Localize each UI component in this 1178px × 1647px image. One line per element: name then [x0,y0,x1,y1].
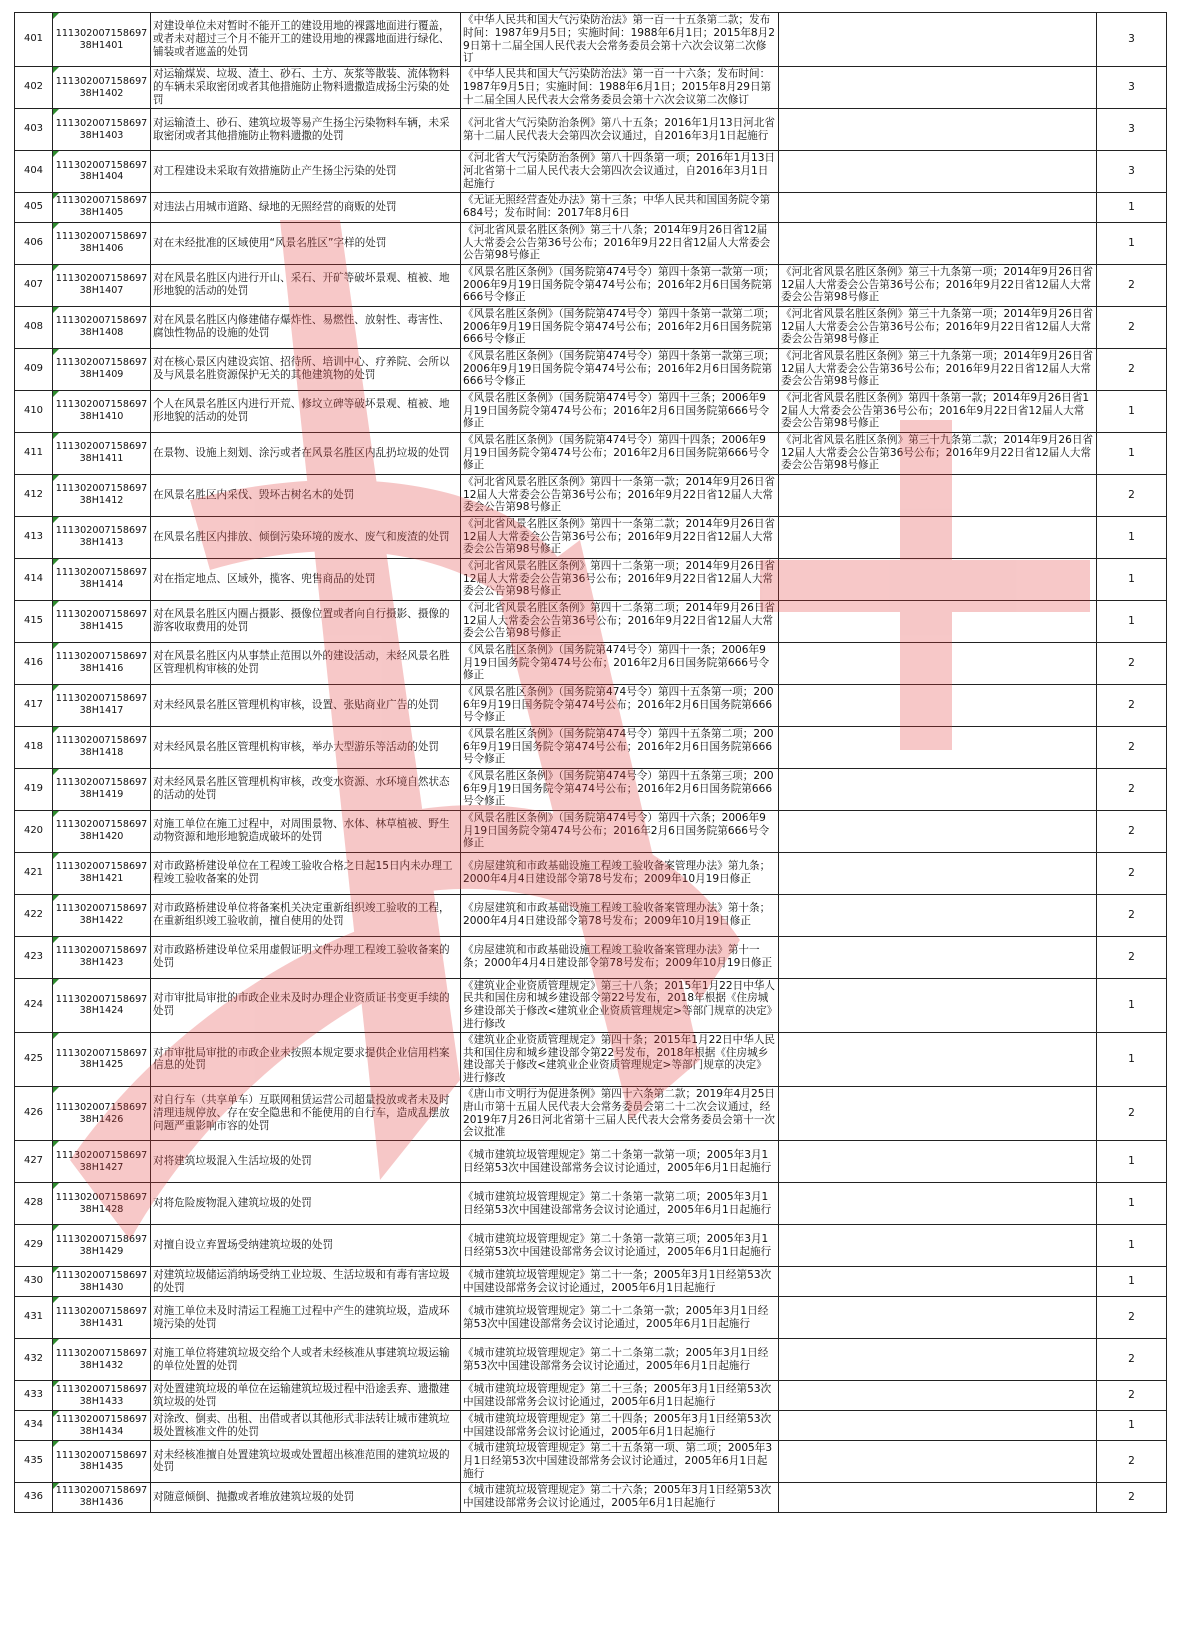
row-item-name: 对市政路桥建设单位将备案机关决定重新组织竣工验收的工程，在重新组织竣工验收前，擅自使用的处罚 [151,894,461,936]
row-seq-number: 416 [15,642,53,684]
row-item-code: 11130200715869738H1435 [53,1441,151,1482]
row-legal-basis: 《城市建筑垃圾管理规定》第二十二条第一款；2005年3月1日经第53次中国建设部常务会议讨论通过，2005年6月1日起施行 [461,1297,779,1339]
row-level: 2 [1097,306,1167,348]
row-item-name: 对自行车（共享单车）互联网租赁运营公司超量投放或者未及时清理违规停放、存在安全隐患和不能使用的自行车，造成乱摆放问题严重影响市容的处罚 [151,1086,461,1140]
row-item-code: 11130200715869738H1404 [53,151,151,192]
row-legal-basis: 《风景名胜区条例》（国务院第474号令）第四十五条第三项；2006年9月19日国务院令第474号公布；2016年2月6日国务院第666号令修正 [461,768,779,810]
row-supplementary-basis: 《河北省风景名胜区条例》第四十条第一款；2014年9月26日省12届人大常委会公告第36号公布；2016年9月22日省12届人大常委会公告第98号修正 [779,390,1097,432]
row-item-code: 11130200715869738H1410 [53,390,151,432]
table-row [15,109,1167,151]
row-item-name: 在风景名胜区内采伐、毁坏古树名木的处罚 [151,474,461,516]
row-level: 2 [1097,684,1167,726]
row-seq-number: 436 [15,1482,53,1512]
row-legal-basis: 《建筑业企业资质管理规定》第四十条；2015年1月22日中华人民共和国住房和城乡建设部令第22号发布，2018年根据《住房城乡建设部关于修改<建筑业企业资质管理规定>等部门规章的决定》进行修改 [461,1032,779,1086]
row-item-code: 11130200715869738H1419 [53,768,151,810]
row-legal-basis: 《城市建筑垃圾管理规定》第二十一条；2005年3月1日经第53次中国建设部常务会议讨论通过，2005年6月1日起施行 [461,1267,779,1297]
row-level: 3 [1097,151,1167,192]
row-item-name: 对施工单位将建筑垃圾交给个人或者未经核准从事建筑垃圾运输的单位处置的处罚 [151,1339,461,1381]
row-level: 3 [1097,109,1167,151]
row-supplementary-basis [779,684,1097,726]
row-level: 1 [1097,978,1167,1032]
row-seq-number: 422 [15,894,53,936]
row-level: 2 [1097,726,1167,768]
row-seq-number: 408 [15,306,53,348]
row-legal-basis: 《风景名胜区条例》（国务院第474号令）第四十三条；2006年9月19日国务院令第474号公布；2016年2月6日国务院第666号令修正 [461,390,779,432]
row-seq-number: 428 [15,1183,53,1225]
row-level: 2 [1097,894,1167,936]
row-seq-number: 427 [15,1141,53,1183]
table-row [15,684,1167,726]
row-item-code: 11130200715869738H1424 [53,978,151,1032]
row-item-name: 对未经风景名胜区管理机构审核，设置、张贴商业广告的处罚 [151,684,461,726]
row-item-name: 在景物、设施上刻划、涂污或者在风景名胜区内乱扔垃圾的处罚 [151,432,461,474]
row-item-name: 对在风景名胜区内修建储存爆炸性、易燃性、放射性、毒害性、腐蚀性物品的设施的处罚 [151,306,461,348]
table-row [15,306,1167,348]
row-item-name: 对未经风景名胜区管理机构审核，改变水资源、水环境自然状态的活动的处罚 [151,768,461,810]
row-item-name: 对施工单位未及时清运工程施工过程中产生的建筑垃圾，造成环境污染的处罚 [151,1297,461,1339]
row-supplementary-basis [779,1339,1097,1381]
row-item-name: 对市审批局审批的市政企业未及时办理企业资质证书变更手续的处罚 [151,978,461,1032]
row-item-name: 对未经核准擅自处置建筑垃圾或处置超出核准范围的建筑垃圾的处罚 [151,1441,461,1482]
row-legal-basis: 《河北省风景名胜区条例》第四十一条第一款；2014年9月26日省12届人大常委会公告第36号公布；2016年9月22日省12届人大常委会公告第98号修正 [461,474,779,516]
row-supplementary-basis [779,1267,1097,1297]
table-row [15,558,1167,600]
table-row [15,936,1167,978]
row-item-code: 11130200715869738H1420 [53,810,151,852]
row-item-name: 个人在风景名胜区内进行开荒、修坟立碑等破坏景观、植被、地形地貌的活动的处罚 [151,390,461,432]
row-item-name: 对处置建筑垃圾的单位在运输建筑垃圾过程中沿途丢弃、遗撒建筑垃圾的处罚 [151,1381,461,1411]
row-seq-number: 407 [15,264,53,306]
row-supplementary-basis [779,1032,1097,1086]
row-level: 1 [1097,222,1167,264]
row-level: 2 [1097,1297,1167,1339]
row-item-code: 11130200715869738H1409 [53,348,151,390]
row-seq-number: 417 [15,684,53,726]
row-supplementary-basis [779,1086,1097,1140]
row-legal-basis: 《城市建筑垃圾管理规定》第二十二条第二款；2005年3月1日经第53次中国建设部常务会议讨论通过，2005年6月1日起施行 [461,1339,779,1381]
table-row [15,768,1167,810]
row-supplementary-basis [779,1225,1097,1267]
row-item-name: 对运输煤炭、垃圾、渣土、砂石、土方、灰浆等散装、流体物料的车辆未采取密闭或者其他措施防止物料遗撒造成扬尘污染的处罚 [151,67,461,109]
table-row [15,1032,1167,1086]
row-level: 1 [1097,1267,1167,1297]
row-legal-basis: 《风景名胜区条例》（国务院第474号令）第四十六条；2006年9月19日国务院令第474号公布；2016年2月6日国务院第666号令修正 [461,810,779,852]
row-supplementary-basis [779,1482,1097,1512]
row-level: 1 [1097,1225,1167,1267]
row-item-name: 对在风景名胜区内圈占摄影、摄像位置或者向自行摄影、摄像的游客收取费用的处罚 [151,600,461,642]
row-level: 2 [1097,810,1167,852]
row-seq-number: 435 [15,1441,53,1482]
table-row [15,1441,1167,1482]
row-supplementary-basis [779,936,1097,978]
row-legal-basis: 《风景名胜区条例》（国务院第474号令）第四十五条第二项；2006年9月19日国务院令第474号公布；2016年2月6日国务院第666号令修正 [461,726,779,768]
row-item-name: 对在指定地点、区域外，揽客、兜售商品的处罚 [151,558,461,600]
row-item-code: 11130200715869738H1408 [53,306,151,348]
row-seq-number: 434 [15,1411,53,1441]
row-level: 1 [1097,558,1167,600]
row-seq-number: 402 [15,67,53,109]
row-legal-basis: 《城市建筑垃圾管理规定》第二十条第一款第二项；2005年3月1日经第53次中国建设部常务会议讨论通过，2005年6月1日起施行 [461,1183,779,1225]
table-row [15,1267,1167,1297]
row-legal-basis: 《城市建筑垃圾管理规定》第二十条第一款第三项；2005年3月1日经第53次中国建设部常务会议讨论通过，2005年6月1日起施行 [461,1225,779,1267]
table-row [15,1339,1167,1381]
row-seq-number: 403 [15,109,53,151]
row-item-name: 对将危险废物混入建筑垃圾的处罚 [151,1183,461,1225]
row-supplementary-basis [779,726,1097,768]
row-legal-basis: 《河北省大气污染防治条例》第八十四条第一项；2016年1月13日河北省第十二届人民代表大会第四次会议通过，自2016年3月1日起施行 [461,151,779,192]
row-level: 1 [1097,1183,1167,1225]
row-level: 3 [1097,13,1167,67]
table-row [15,852,1167,894]
row-item-name: 对在核心景区内建设宾馆、招待所、培训中心、疗养院、会所以及与风景名胜资源保护无关的其他建筑物的处罚 [151,348,461,390]
row-item-name: 对市政路桥建设单位在工程竣工验收合格之日起15日内未办理工程竣工验收备案的处罚 [151,852,461,894]
row-legal-basis: 《风景名胜区条例》（国务院第474号令）第四十条第一款第三项；2006年9月19日国务院令第474号公布；2016年2月6日国务院第666号令修正 [461,348,779,390]
row-level: 1 [1097,432,1167,474]
row-supplementary-basis [779,13,1097,67]
row-level: 2 [1097,1339,1167,1381]
penalty-list-table [14,12,1167,1513]
row-level: 1 [1097,600,1167,642]
row-item-name: 对擅自设立弃置场受纳建筑垃圾的处罚 [151,1225,461,1267]
table-row [15,894,1167,936]
row-seq-number: 401 [15,13,53,67]
row-level: 3 [1097,67,1167,109]
table-row [15,1141,1167,1183]
row-item-code: 11130200715869738H1436 [53,1482,151,1512]
row-legal-basis: 《河北省风景名胜区条例》第四十二条第一项；2014年9月26日省12届人大常委会公告第36号公布；2016年9月22日省12届人大常委会公告第98号修正 [461,558,779,600]
row-supplementary-basis: 《河北省风景名胜区条例》第三十九条第二款；2014年9月26日省12届人大常委会公告第36号公布；2016年9月22日省12届人大常委会公告第98号修正 [779,432,1097,474]
row-supplementary-basis [779,642,1097,684]
row-seq-number: 433 [15,1381,53,1411]
row-seq-number: 425 [15,1032,53,1086]
row-legal-basis: 《风景名胜区条例》（国务院第474号令）第四十五条第一项；2006年9月19日国务院令第474号公布；2016年2月6日国务院第666号令修正 [461,684,779,726]
table-row [15,978,1167,1032]
row-item-code: 11130200715869738H1417 [53,684,151,726]
table-row [15,1482,1167,1512]
row-item-name: 对随意倾倒、抛撒或者堆放建筑垃圾的处罚 [151,1482,461,1512]
row-seq-number: 415 [15,600,53,642]
row-level: 2 [1097,1086,1167,1140]
table-row [15,432,1167,474]
row-supplementary-basis [779,192,1097,222]
table-row [15,726,1167,768]
row-supplementary-basis [779,852,1097,894]
row-item-code: 11130200715869738H1427 [53,1141,151,1183]
row-level: 2 [1097,1381,1167,1411]
table-row [15,151,1167,192]
row-level: 2 [1097,1482,1167,1512]
row-level: 2 [1097,936,1167,978]
row-legal-basis: 《风景名胜区条例》（国务院第474号令）第四十一条；2006年9月19日国务院令第474号公布；2016年2月6日国务院第666号令修正 [461,642,779,684]
row-supplementary-basis: 《河北省风景名胜区条例》第三十九条第一项；2014年9月26日省12届人大常委会公告第36号公布；2016年9月22日省12届人大常委会公告第98号修正 [779,306,1097,348]
row-supplementary-basis [779,516,1097,558]
row-item-name: 对建设单位未对暂时不能开工的建设用地的裸露地面进行覆盖，或者未对超过三个月不能开工的建设用地的裸露地面进行绿化、铺装或者遮盖的处罚 [151,13,461,67]
table-row [15,810,1167,852]
row-item-code: 11130200715869738H1414 [53,558,151,600]
row-supplementary-basis [779,67,1097,109]
row-seq-number: 421 [15,852,53,894]
row-supplementary-basis [779,109,1097,151]
row-seq-number: 409 [15,348,53,390]
row-item-name: 对在风景名胜区内从事禁止范围以外的建设活动，未经风景名胜区管理机构审核的处罚 [151,642,461,684]
row-legal-basis: 《风景名胜区条例》（国务院第474号令）第四十四条；2006年9月19日国务院令第474号公布；2016年2月6日国务院第666号令修正 [461,432,779,474]
row-seq-number: 432 [15,1339,53,1381]
row-legal-basis: 《唐山市文明行为促进条例》第四十六条第二款；2019年4月25日唐山市第十五届人民代表大会常务委员会第二十二次会议通过，经2019年7月26日河北省第十三届人民代表大会常务委员会第十一次会议批准 [461,1086,779,1140]
row-item-code: 11130200715869738H1421 [53,852,151,894]
row-supplementary-basis [779,1297,1097,1339]
row-item-code: 11130200715869738H1430 [53,1267,151,1297]
row-seq-number: 429 [15,1225,53,1267]
table-row [15,516,1167,558]
row-seq-number: 431 [15,1297,53,1339]
row-level: 2 [1097,474,1167,516]
row-item-name: 对建筑垃圾储运消纳场受纳工业垃圾、生活垃圾和有毒有害垃圾的处罚 [151,1267,461,1297]
row-seq-number: 413 [15,516,53,558]
row-legal-basis: 《河北省风景名胜区条例》第三十八条；2014年9月26日省12届人大常委会公告第36号公布；2016年9月22日省12届人大常委会公告第98号修正 [461,222,779,264]
row-seq-number: 412 [15,474,53,516]
row-supplementary-basis [779,222,1097,264]
row-item-name: 对涂改、倒卖、出租、出借或者以其他形式非法转让城市建筑垃圾处置核准文件的处罚 [151,1411,461,1441]
table-row [15,67,1167,109]
row-legal-basis: 《河北省大气污染防治条例》第八十五条；2016年1月13日河北省第十二届人民代表大会第四次会议通过，自2016年3月1日起施行 [461,109,779,151]
row-item-name: 对违法占用城市道路、绿地的无照经营的商贩的处罚 [151,192,461,222]
row-level: 2 [1097,642,1167,684]
row-item-code: 11130200715869738H1411 [53,432,151,474]
row-item-code: 11130200715869738H1407 [53,264,151,306]
row-supplementary-basis [779,1381,1097,1411]
row-level: 1 [1097,516,1167,558]
row-item-code: 11130200715869738H1406 [53,222,151,264]
row-seq-number: 406 [15,222,53,264]
row-legal-basis: 《城市建筑垃圾管理规定》第二十四条；2005年3月1日经第53次中国建设部常务会议讨论通过，2005年6月1日起施行 [461,1411,779,1441]
row-seq-number: 420 [15,810,53,852]
row-seq-number: 419 [15,768,53,810]
row-item-code: 11130200715869738H1425 [53,1032,151,1086]
table-row [15,13,1167,67]
table-row [15,348,1167,390]
row-supplementary-basis [779,1141,1097,1183]
row-legal-basis: 《中华人民共和国大气污染防治法》第一百一十五条第二款；发布时间：1987年9月5日；实施时间：1988年6月1日；2015年8月29日第十二届全国人民代表大会常务委员会第十六次会议第二次修订 [461,13,779,67]
row-legal-basis: 《建筑业企业资质管理规定》第三十八条；2015年1月22日中华人民共和国住房和城乡建设部令第22号发布，2018年根据《住房城乡建设部关于修改<建筑业企业资质管理规定>等部门规章的决定》进行修改 [461,978,779,1032]
row-seq-number: 424 [15,978,53,1032]
table-row [15,390,1167,432]
row-item-code: 11130200715869738H1418 [53,726,151,768]
row-legal-basis: 《风景名胜区条例》（国务院第474号令）第四十条第一款第一项；2006年9月19日国务院令第474号公布；2016年2月6日国务院第666号令修正 [461,264,779,306]
row-item-name: 对市审批局审批的市政企业未按照本规定要求提供企业信用档案信息的处罚 [151,1032,461,1086]
row-item-name: 对未经风景名胜区管理机构审核，举办大型游乐等活动的处罚 [151,726,461,768]
row-level: 2 [1097,852,1167,894]
row-item-code: 11130200715869738H1422 [53,894,151,936]
row-item-code: 11130200715869738H1423 [53,936,151,978]
row-legal-basis: 《风景名胜区条例》（国务院第474号令）第四十条第一款第二项；2006年9月19日国务院令第474号公布；2016年2月6日国务院第666号令修正 [461,306,779,348]
row-item-code: 11130200715869738H1433 [53,1381,151,1411]
row-seq-number: 410 [15,390,53,432]
row-supplementary-basis [779,474,1097,516]
table-row [15,222,1167,264]
row-seq-number: 423 [15,936,53,978]
table-row [15,1086,1167,1140]
row-legal-basis: 《城市建筑垃圾管理规定》第二十条第一款第一项；2005年3月1日经第53次中国建设部常务会议讨论通过，2005年6月1日起施行 [461,1141,779,1183]
row-item-name: 对在风景名胜区内进行开山、采石、开矿等破坏景观、植被、地形地貌的活动的处罚 [151,264,461,306]
row-supplementary-basis [779,600,1097,642]
table-row [15,474,1167,516]
row-item-code: 11130200715869738H1426 [53,1086,151,1140]
row-item-name: 对工程建设未采取有效措施防止产生扬尘污染的处罚 [151,151,461,192]
row-legal-basis: 《城市建筑垃圾管理规定》第二十六条；2005年3月1日经第53次中国建设部常务会议讨论通过，2005年6月1日起施行 [461,1482,779,1512]
table-row [15,1381,1167,1411]
row-item-code: 11130200715869738H1428 [53,1183,151,1225]
row-supplementary-basis [779,978,1097,1032]
row-supplementary-basis [779,1183,1097,1225]
row-item-name: 对市政路桥建设单位采用虚假证明文件办理工程竣工验收备案的处罚 [151,936,461,978]
row-legal-basis: 《城市建筑垃圾管理规定》第二十五条第一项、第二项；2005年3月1日经第53次中国建设部常务会议讨论通过，2005年6月1日起施行 [461,1441,779,1482]
row-item-code: 11130200715869738H1401 [53,13,151,67]
row-item-code: 11130200715869738H1431 [53,1297,151,1339]
table-row [15,1411,1167,1441]
table-row [15,642,1167,684]
row-seq-number: 430 [15,1267,53,1297]
table-row [15,192,1167,222]
row-item-code: 11130200715869738H1405 [53,192,151,222]
table-row [15,1183,1167,1225]
row-legal-basis: 《城市建筑垃圾管理规定》第二十三条；2005年3月1日经第53次中国建设部常务会议讨论通过，2005年6月1日起施行 [461,1381,779,1411]
row-legal-basis: 《中华人民共和国大气污染防治法》第一百一十六条；发布时间：1987年9月5日；实施时间：1988年6月1日；2015年8月29日第十二届全国人民代表大会常务委员会第十六次会议第二次修订 [461,67,779,109]
row-level: 1 [1097,1032,1167,1086]
row-supplementary-basis [779,1441,1097,1482]
row-item-code: 11130200715869738H1415 [53,600,151,642]
row-level: 1 [1097,390,1167,432]
row-item-code: 11130200715869738H1402 [53,67,151,109]
table-row [15,1297,1167,1339]
row-legal-basis: 《无证无照经营查处办法》第十三条；中华人民共和国国务院令第684号；发布时间：2017年8月6日 [461,192,779,222]
row-seq-number: 418 [15,726,53,768]
table-row [15,1225,1167,1267]
row-supplementary-basis: 《河北省风景名胜区条例》第三十九条第一项；2014年9月26日省12届人大常委会公告第36号公布；2016年9月22日省12届人大常委会公告第98号修正 [779,348,1097,390]
row-item-code: 11130200715869738H1412 [53,474,151,516]
row-seq-number: 411 [15,432,53,474]
row-supplementary-basis [779,151,1097,192]
row-item-name: 对在未经批准的区域使用“风景名胜区”字样的处罚 [151,222,461,264]
row-seq-number: 426 [15,1086,53,1140]
row-seq-number: 404 [15,151,53,192]
row-legal-basis: 《房屋建筑和市政基础设施工程竣工验收备案管理办法》第十条；2000年4月4日建设部令第78号发布；2009年10月19日修正 [461,894,779,936]
row-item-name: 对施工单位在施工过程中，对周围景物、水体、林草植被、野生动物资源和地形地貌造成破坏的处罚 [151,810,461,852]
row-legal-basis: 《河北省风景名胜区条例》第四十一条第二款；2014年9月26日省12届人大常委会公告第36号公布；2016年9月22日省12届人大常委会公告第98号修正 [461,516,779,558]
row-supplementary-basis [779,894,1097,936]
row-item-name: 对运输渣土、砂石、建筑垃圾等易产生扬尘污染物料车辆，未采取密闭或者其他措施防止物料遗撒的处罚 [151,109,461,151]
row-supplementary-basis [779,810,1097,852]
row-level: 1 [1097,1411,1167,1441]
table-row [15,264,1167,306]
row-level: 1 [1097,192,1167,222]
row-item-code: 11130200715869738H1429 [53,1225,151,1267]
row-item-name: 对将建筑垃圾混入生活垃圾的处罚 [151,1141,461,1183]
row-seq-number: 414 [15,558,53,600]
row-supplementary-basis [779,558,1097,600]
row-supplementary-basis [779,1411,1097,1441]
row-item-code: 11130200715869738H1413 [53,516,151,558]
row-level: 2 [1097,768,1167,810]
row-supplementary-basis [779,768,1097,810]
row-item-code: 11130200715869738H1434 [53,1411,151,1441]
document-page [14,12,1166,1513]
row-item-code: 11130200715869738H1416 [53,642,151,684]
row-supplementary-basis: 《河北省风景名胜区条例》第三十九条第一项；2014年9月26日省12届人大常委会公告第36号公布；2016年9月22日省12届人大常委会公告第98号修正 [779,264,1097,306]
row-item-name: 在风景名胜区内排放、倾倒污染环境的废水、废气和废渣的处罚 [151,516,461,558]
row-level: 2 [1097,348,1167,390]
row-legal-basis: 《房屋建筑和市政基础设施工程竣工验收备案管理办法》第十一条；2000年4月4日建设部令第78号发布；2009年10月19日修正 [461,936,779,978]
row-legal-basis: 《河北省风景名胜区条例》第四十二条第二项；2014年9月26日省12届人大常委会公告第36号公布；2016年9月22日省12届人大常委会公告第98号修正 [461,600,779,642]
row-seq-number: 405 [15,192,53,222]
table-row [15,600,1167,642]
row-item-code: 11130200715869738H1432 [53,1339,151,1381]
row-level: 2 [1097,264,1167,306]
row-item-code: 11130200715869738H1403 [53,109,151,151]
row-level: 2 [1097,1441,1167,1482]
row-level: 1 [1097,1141,1167,1183]
row-legal-basis: 《房屋建筑和市政基础设施工程竣工验收备案管理办法》第九条；2000年4月4日建设部令第78号发布；2009年10月19日修正 [461,852,779,894]
